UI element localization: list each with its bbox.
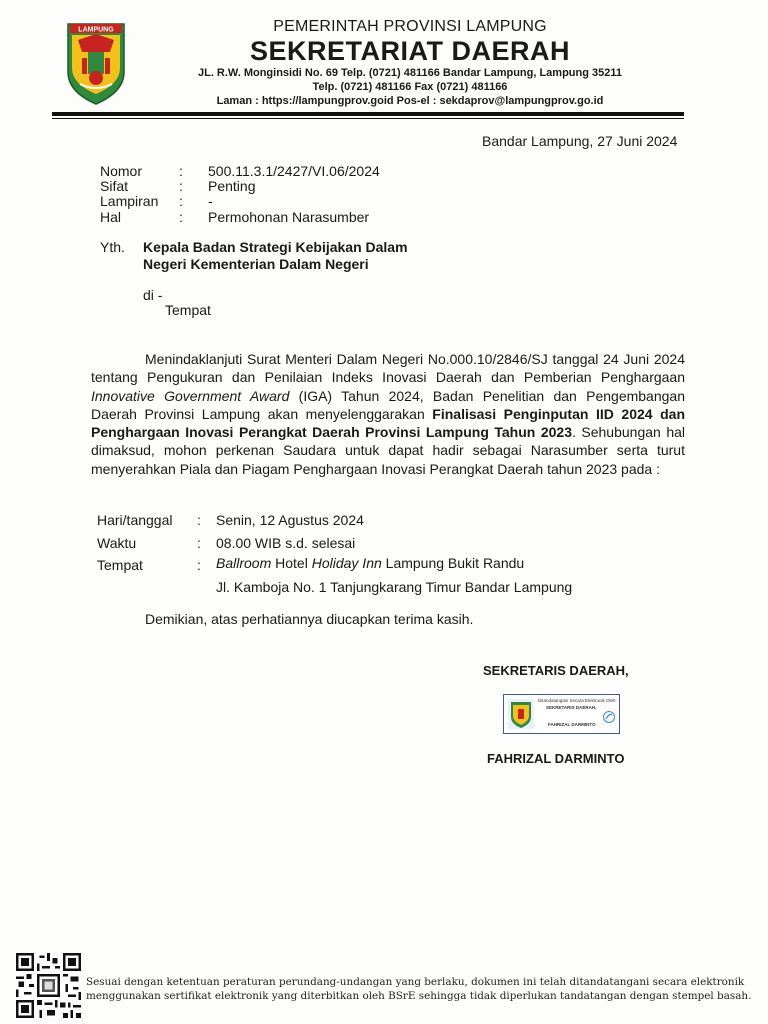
letterhead-divider-thick <box>52 112 684 116</box>
bsre-logo-icon <box>603 711 615 723</box>
letterhead-office: SEKRETARIAT DAERAH <box>249 36 570 66</box>
field-colon: : <box>179 193 183 209</box>
footer-line-2: menggunakan sertifikat elektronik yang diterbitkan oleh BSrE sehingga tidak diperlukan tandatangan dengan stempel basah. <box>86 990 752 1002</box>
event-place-ballroom: Ballroom <box>216 555 272 571</box>
letterhead-government: PEMERINTAH PROVINSI LAMPUNG <box>273 18 547 35</box>
event-place-label: Tempat <box>97 557 143 573</box>
body-text-3: . Sehubungan hal dimaksud, mohon perkenan Saudara untuk dapat hadir sebagai Narasumber serta turut menyerahkan Piala dan Piagam Penghargaan Inovasi Perangkat Daerah tahun 2023 pada : <box>91 424 686 477</box>
recipient-line-2: Negeri Kementerian Dalam Negeri <box>143 256 369 272</box>
letterhead-website: Laman : https://lampungprov.goid Pos-el : sekdaprov@lampungprov.go.id <box>216 95 604 107</box>
field-value-lampiran: - <box>208 193 213 209</box>
event-colon: : <box>197 535 201 551</box>
field-value-nomor: 500.11.3.1/2427/VI.06/2024 <box>208 163 380 179</box>
lampung-emblem-icon <box>64 20 128 106</box>
closing-sentence: Demikian, atas perhatiannya diucapkan terima kasih. <box>145 611 474 627</box>
field-value-sifat: Penting <box>208 178 256 194</box>
field-colon: : <box>179 163 183 179</box>
electronic-signature-stamp <box>503 694 620 734</box>
event-day-label: Hari/tanggal <box>97 512 173 528</box>
recipient-line-1: Kepala Badan Strategi Kebijakan Dalam <box>143 239 408 255</box>
event-place-location: Lampung Bukit Randu <box>381 555 525 571</box>
event-colon: : <box>197 557 201 573</box>
stamp-position: SEKRETARIS DAERAH, <box>546 705 597 710</box>
body-paragraph <box>91 350 685 478</box>
body-text-1: Menindaklanjuti Surat Menteri Dalam Negeri No.000.10/2846/SJ tanggal 24 Juni 2024 tentang Pengukuran dan Penilaian Indeks Inovasi Daerah dan Pemberian Penghargaan <box>91 351 685 386</box>
footer-line-1: Sesuai dengan ketentuan peraturan perundang-undangan yang berlaku, dokumen ini telah ditandatangani secara elektronik <box>86 976 745 988</box>
emblem-label: LAMPUNG <box>78 26 114 34</box>
event-time-label: Waktu <box>97 535 137 551</box>
letterhead-divider-thin <box>52 118 684 119</box>
stamp-name: FAHRIZAL DARMINTO <box>548 722 596 727</box>
event-place-value <box>216 555 524 571</box>
signatory-name: FAHRIZAL DARMINTO <box>487 751 625 766</box>
event-place-hotel-name: Holiday Inn <box>311 555 382 571</box>
body-text-2: (IGA) Tahun 2024, Badan Penelitian dan Pengembangan Daerah Provinsi Lampung akan menyelenggarakan <box>91 387 685 422</box>
field-colon: : <box>179 209 183 225</box>
body-event-name: Finalisasi Penginputan IID 2024 dan Penghargaan Inovasi Perangkat Daerah Provinsi Lampung Tahun 2023 <box>91 405 686 441</box>
event-time-value: 08.00 WIB s.d. selesai <box>216 535 356 551</box>
body-award-name: Innovative Government Award <box>91 387 290 404</box>
mini-emblem-icon <box>508 699 534 729</box>
qr-code-icon <box>16 953 81 1018</box>
field-label-nomor: Nomor <box>100 163 143 179</box>
recipient-salutation: Yth. <box>100 239 125 255</box>
field-colon: : <box>179 178 183 194</box>
letterhead-phone: Telp. (0721) 481166 Fax (0721) 481166 <box>312 81 508 93</box>
signature-title: SEKRETARIS DAERAH, <box>483 663 629 678</box>
stamp-caption: Ditandatangani Secara Elektronik Oleh: <box>538 698 617 703</box>
event-colon: : <box>197 512 201 528</box>
recipient-di: di - <box>143 287 163 303</box>
field-value-hal: Permohonan Narasumber <box>208 209 370 225</box>
event-place-address: Jl. Kamboja No. 1 Tanjungkarang Timur Bandar Lampung <box>216 579 573 595</box>
field-label-lampiran: Lampiran <box>100 193 159 209</box>
letterhead-address: JL. R.W. Monginsidi No. 69 Telp. (0721) 481166 Bandar Lampung, Lampung 35211 <box>197 67 622 79</box>
letter-date: Bandar Lampung, 27 Juni 2024 <box>482 133 678 149</box>
field-label-hal: Hal <box>100 209 122 225</box>
event-place-hotel: Hotel <box>271 555 312 571</box>
recipient-place: Tempat <box>165 302 211 318</box>
field-label-sifat: Sifat <box>100 178 129 194</box>
electronic-signature-notice <box>86 975 752 1003</box>
event-day-value: Senin, 12 Agustus 2024 <box>216 512 364 528</box>
